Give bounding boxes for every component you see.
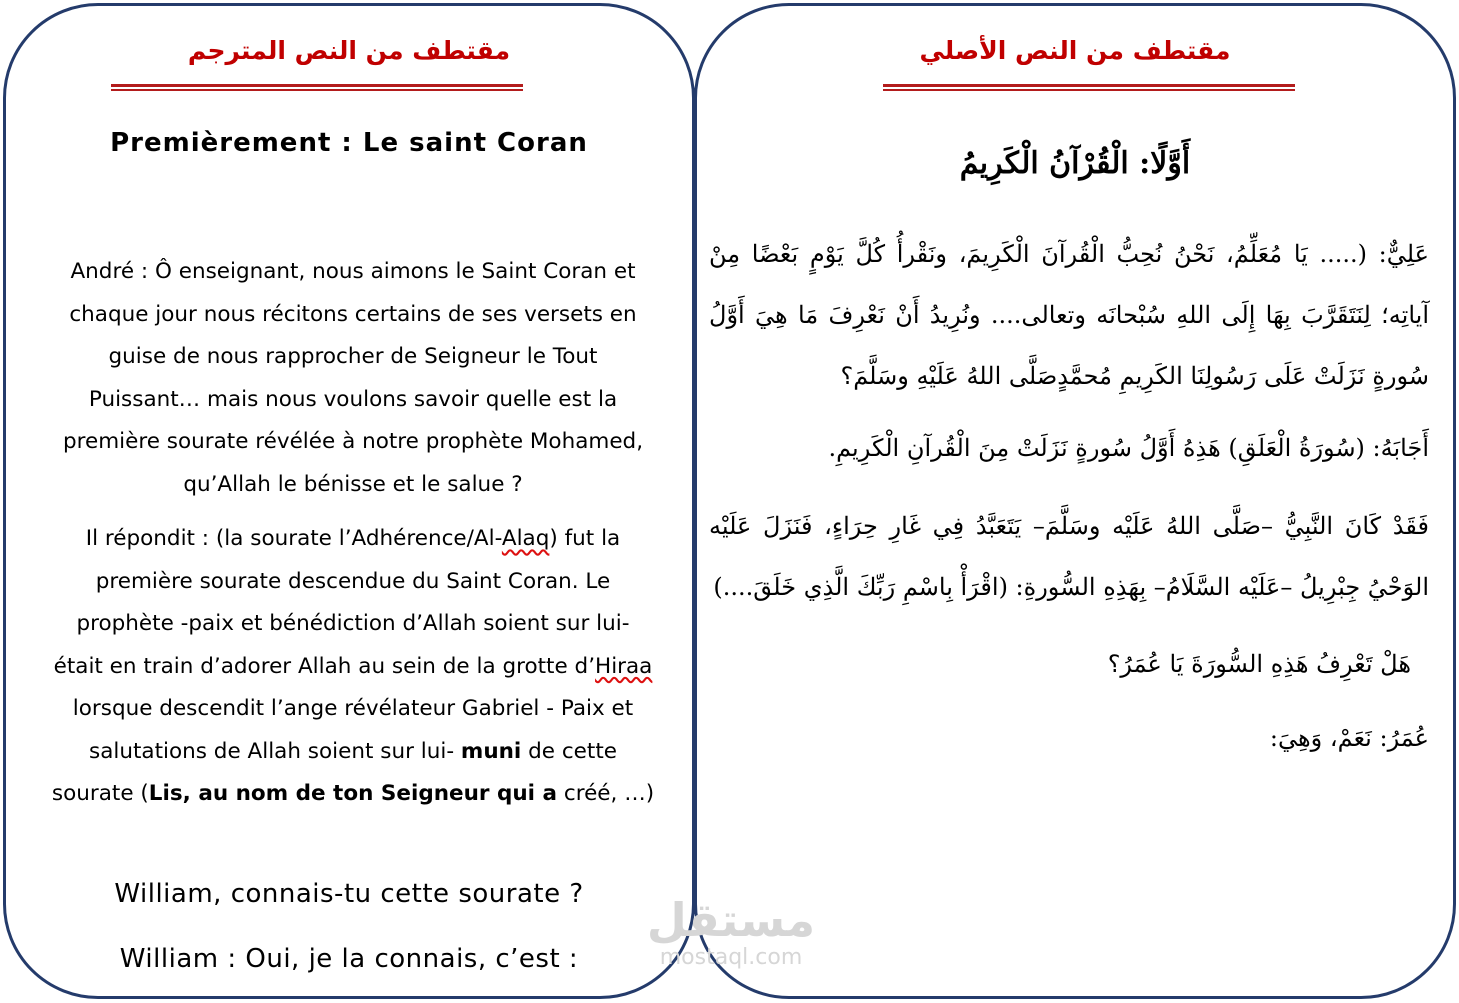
french-paragraph-2	[50, 518, 656, 816]
mostaql-watermark	[636, 893, 826, 969]
p2-text-e: créé, …)	[557, 781, 655, 806]
p2-text-b: ) fut la première sourate descendue du Saint Coran. Le prophète -paix et bénédiction d’Allah soient sur lui- était en train d’adorer Allah au sein de la grotte d’	[53, 526, 630, 679]
p2-text-d: de cette sourate (	[51, 738, 617, 806]
original-text-panel	[694, 3, 1456, 999]
translated-panel-title: مقتطف من النص المترجم	[187, 36, 511, 65]
p2-muni: muni	[460, 738, 522, 764]
arabic-heading: أَوَّلًا: الْقُرْآنُ الْكَرِيمُ	[959, 146, 1191, 181]
arabic-paragraph-2: أَجَابَهُ: (سُورَةُ الْعَلَقِ) هَذِهُ أَوَّلُ سُورةٍ نَزَلَتْ مِنَ الْقُرآنِ الْكَرِيمِ.	[828, 434, 1429, 462]
arabic-paragraph-1: عَلِيٌّ: (..... يَا مُعَلِّمُ، نَحْنُ نُحِبُّ الْقُرآنَ الْكَرِيمَ، ونَقْرأُ كُلَّ يَوْمٍ بَعْضًا مِنْ آياتِه؛ لِنَتَقَرَّبَ بِهَا إِلَى اللهِ سُبْحانَه وتعالى.... ونُرِيدُ أَنْ نَعْرِفَ مَا هِيَ أَوَّلُ سُورةٍ نَزَلَتْ عَلَى رَسُولِنَا الكَرِيمِ مُحمَّدٍصَلَّى اللهُ عَلَيْهِ وسَلَّمَ؟	[709, 240, 1429, 390]
arabic-question: هَلْ تَعْرِفُ هَذِهِ السُّورَةَ يَا عُمَرُ؟	[1107, 650, 1411, 678]
french-paragraph-1: André : Ô enseignant, nous aimons le Saint Coran et chaque jour nous récitons certains de ses versets en guise de nous rapprocher de Seigneur le Tout Puissant… mais nous voulons savoir quelle est la première sourate révélée à notre prophète Mohamed, qu’Allah le bénisse et le salue ?	[62, 259, 644, 497]
title-underline	[883, 84, 1295, 91]
french-answer: William : Oui, je la connais, c’est :	[119, 944, 579, 974]
watermark-arabic: مستقل	[646, 893, 816, 947]
p2-text-a: Il répondit : (la sourate l’Adhérence/Al-	[85, 526, 502, 551]
p2-text-c: lorsque descendit l’ange révélateur Gabriel - Paix et salutations de Allah soient sur lui-	[72, 696, 634, 764]
translated-text-panel	[3, 3, 695, 999]
watermark-latin: mostaql.com	[659, 945, 803, 970]
title-underline	[111, 84, 523, 91]
french-question: William, connais-tu cette sourate ?	[114, 879, 584, 909]
p2-alaq: Alaq	[501, 526, 550, 551]
p2-quote-bold: Lis, au nom de ton Seigneur qui a	[148, 781, 558, 806]
p2-hiraa: Hiraa	[595, 653, 653, 679]
arabic-paragraph-3: فَقَدْ كَانَ النَّبِيُّ –صَلَّى اللهُ عَلَيْه وسَلَّمَ– يَتَعَبَّدُ فِي غَارِ حِرَاءٍ، فَنَزَلَ عَلَيْه الوَحْيُ جِبْرِيلُ –عَلَيْه السَّلَامُ– بِهَذِهِ السُّورةِ: (اقْرَأْ بِاسْمِ رَبِّكَ الَّذِي خَلَقَ....)	[709, 512, 1429, 601]
arabic-answer: عُمَرُ: نَعَمْ، وَهِيَ:	[1269, 724, 1429, 752]
french-heading: Premièrement : Le saint Coran	[110, 128, 588, 158]
original-panel-title: مقتطف من النص الأصلي	[919, 36, 1231, 65]
